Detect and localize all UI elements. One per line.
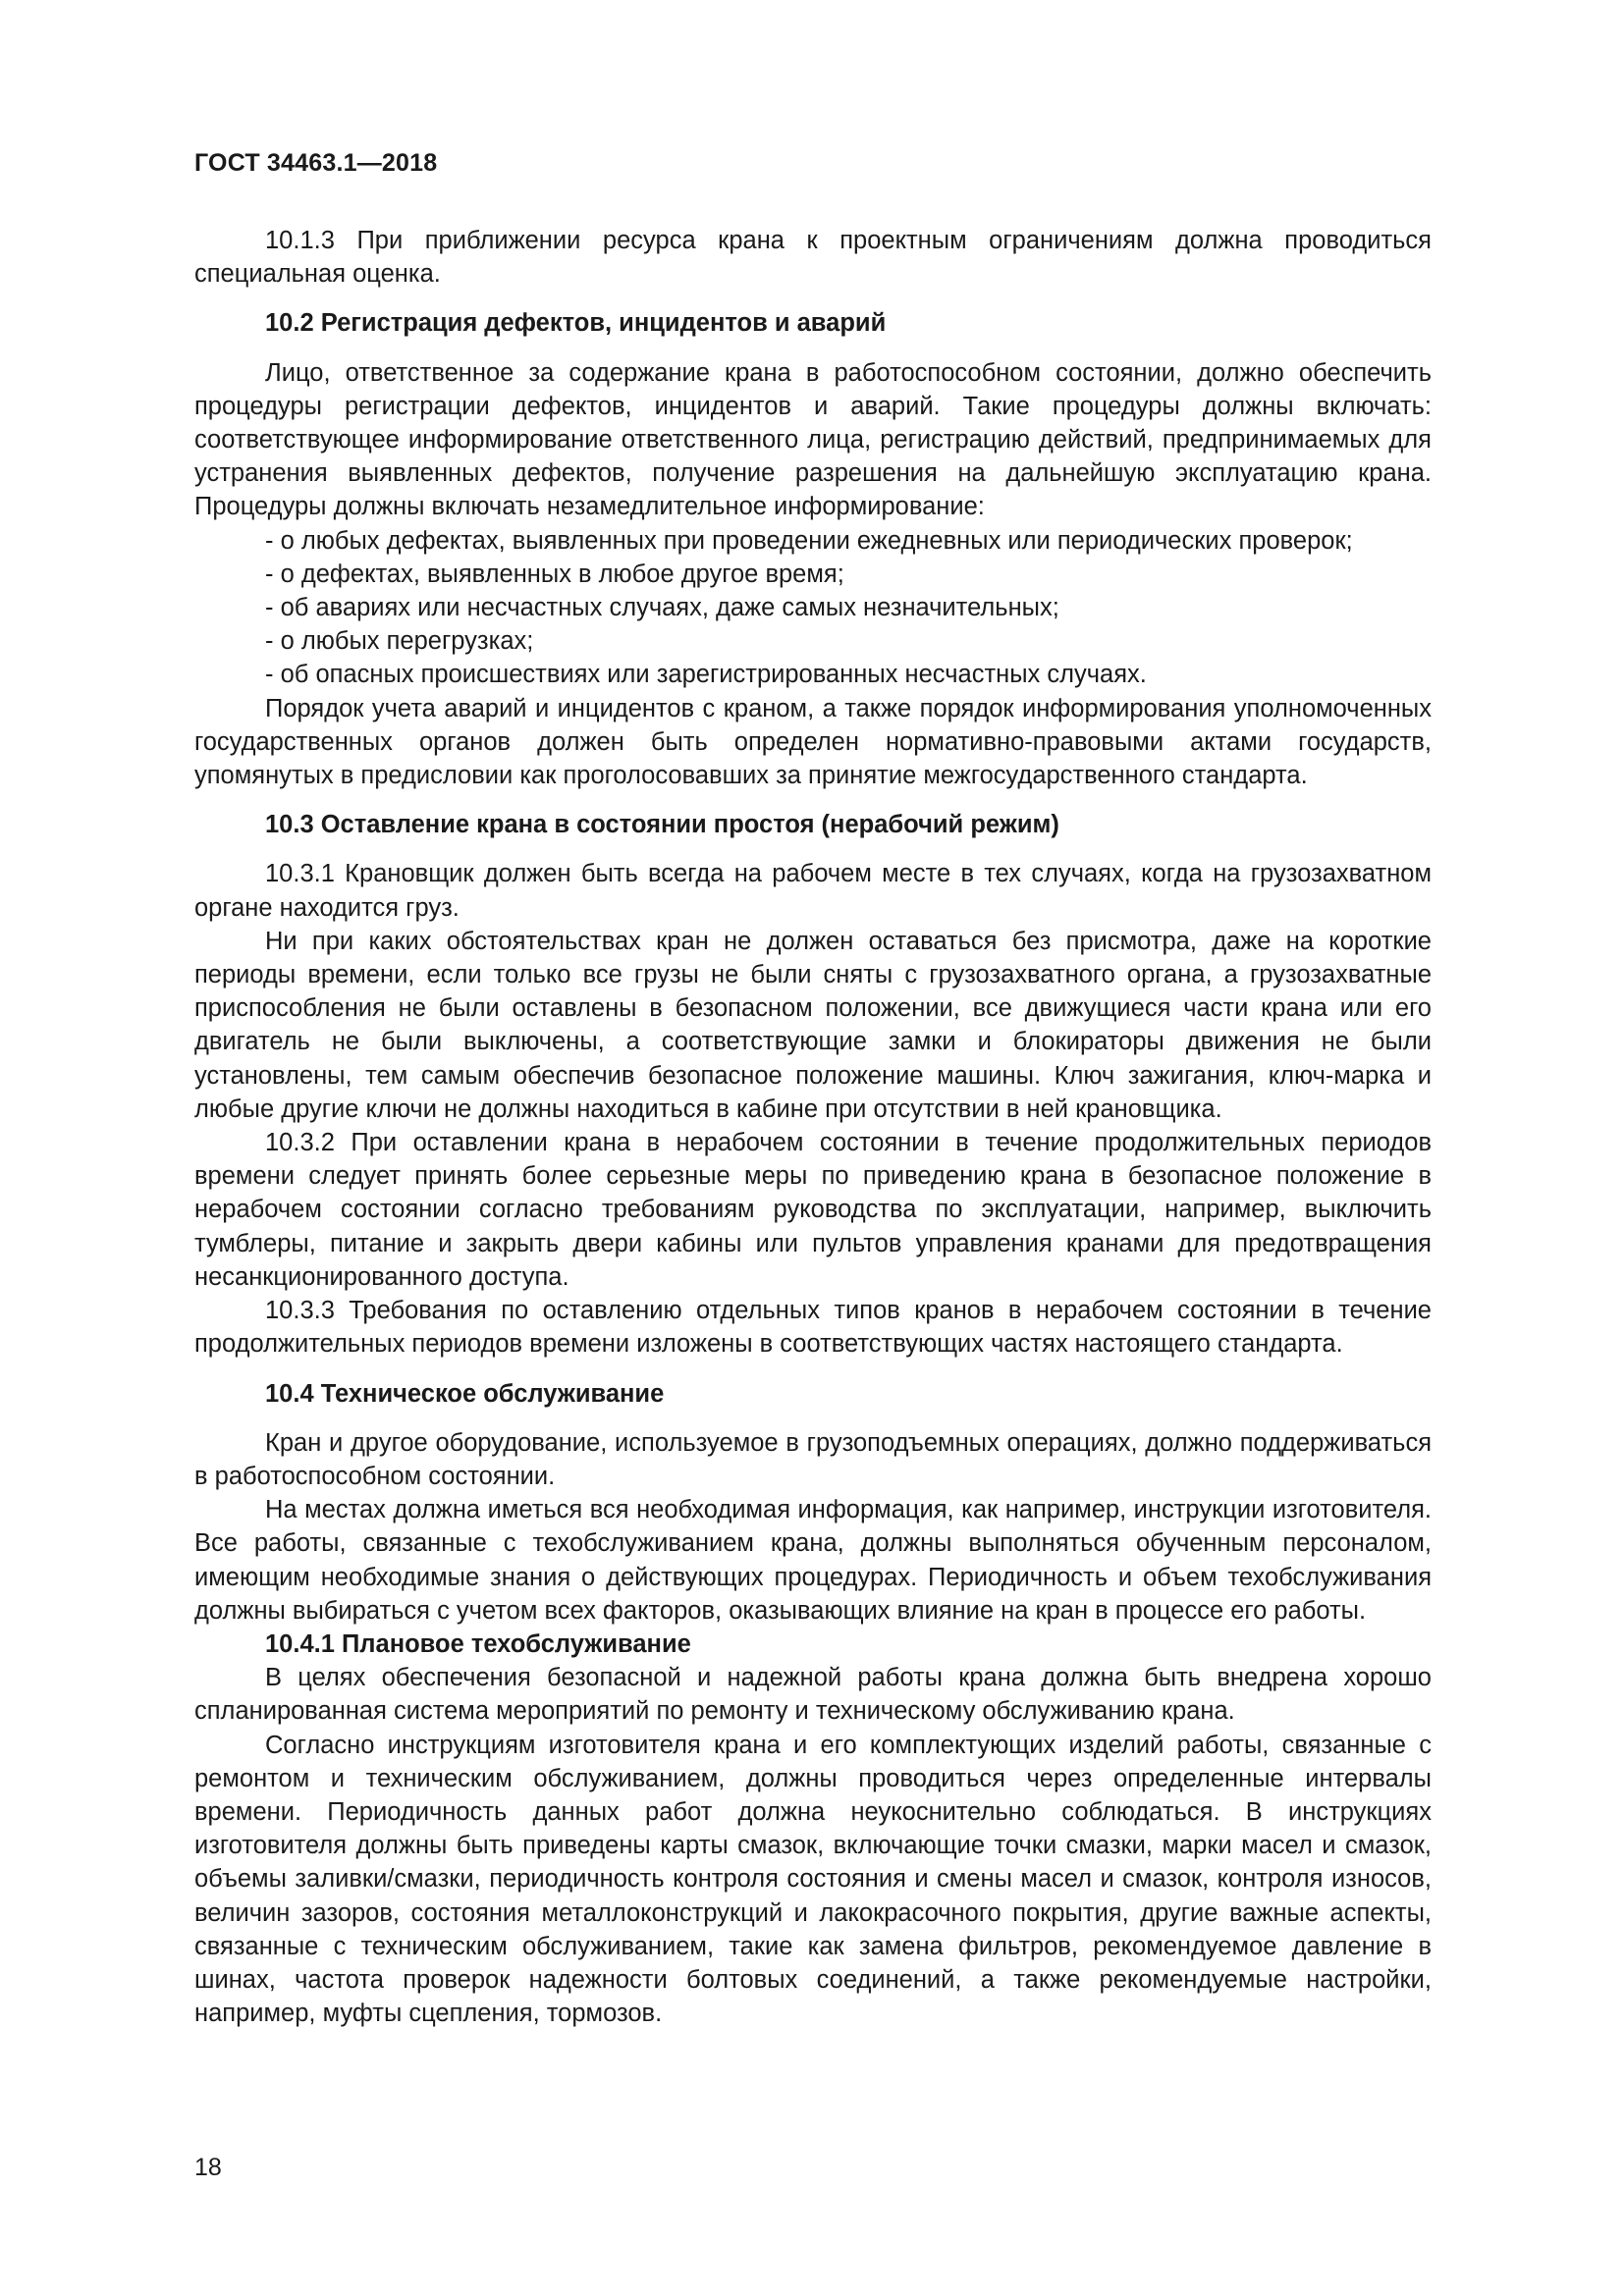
- paragraph-10-3-1: 10.3.1 Крановщик должен быть всегда на рабочем месте в тех случаях, когда на грузозахватном органе находится груз.: [194, 860, 1432, 922]
- paragraph-10-3-2: 10.3.2 При оставлении крана в нерабочем состоянии в течение продолжительных периодов времени следует принять более серьезные меры по приведению крана в безопасное положение в нерабочем состоянии согласно требованиям руководства по эксплуатации, например, выключить тумблеры, питание и закрыть двери кабины или пультов управления кранами для предотвращения несанкционированного доступа.: [194, 1129, 1432, 1291]
- section-heading-10-4: 10.4 Техническое обслуживание: [265, 1379, 665, 1408]
- paragraph-10-2-intro: Лицо, ответственное за содержание крана в работоспособном состоянии, должно обеспечить процедуры регистрации дефектов, инцидентов и аварий. Такие процедуры должны включать: соответствующее информирование ответственного лица, регистрацию действий, предпринимаемых для устранения выявленных дефектов, получение разрешения на дальнейшую эксплуатацию крана. Процедуры должны включать незамедлительное информирование:: [194, 358, 1432, 521]
- paragraph-10-1-3: 10.1.3 При приближении ресурса крана к проектным ограничениям должна проводиться специальная оценка.: [194, 227, 1432, 289]
- document-header: ГОСТ 34463.1—2018: [194, 149, 438, 177]
- list-item: - о дефектах, выявленных в любое другое время;: [265, 560, 844, 588]
- paragraph-10-4-intro: Кран и другое оборудование, используемое в грузоподъемных операциях, должно поддерживаться в работоспособном состоянии.: [194, 1428, 1432, 1490]
- paragraph-10-3-3: 10.3.3 Требования по оставлению отдельных типов кранов в нерабочем состоянии в течение продолжительных периодов времени изложены в соответствующих частях настоящего стандарта.: [194, 1297, 1432, 1359]
- list-item: - о любых перегрузках;: [265, 627, 534, 656]
- paragraph-10-4-1-intro: В целях обеспечения безопасной и надежной работы крана должна быть внедрена хорошо спланированная система мероприятий по ремонту и техническому обслуживанию крана.: [194, 1664, 1432, 1726]
- paragraph-10-4-info: На местах должна иметься вся необходимая информация, как например, инструкции изготовителя. Все работы, связанные с техобслуживанием крана, должны выполняться обученным персоналом, имеющим необходимые знания о действующих процедурах. Периодичность и объем техобслуживания должны выбираться с учетом всех факторов, оказывающих влияние на кран в процессе его работы.: [194, 1496, 1432, 1625]
- paragraph-10-3-1-detail: Ни при каких обстоятельствах кран не должен оставаться без присмотра, даже на короткие периоды времени, если только все грузы не были сняты с грузозахватного органа, а грузозахватные приспособления не были оставлены в безопасном положении, все движущиеся части крана или его двигатель не были выключены, а соответствующие замки и блокираторы движения не были установлены, тем самым обеспечив безопасное положение машины. Ключ зажигания, ключ-марка и любые другие ключи не должны находиться в кабине при отсутствии в ней крановщика.: [194, 927, 1432, 1123]
- section-heading-10-2: 10.2 Регистрация дефектов, инцидентов и аварий: [265, 309, 887, 338]
- paragraph-10-2-order: Порядок учета аварий и инцидентов с краном, а также порядок информирования уполномоченных государственных органов должен быть определен нормативно-правовыми актами государств, упомянутых в предисловии как проголосовавших за принятие межгосударственного стандарта.: [194, 694, 1432, 790]
- list-10-2: [194, 524, 1432, 692]
- list-item: - об авариях или несчастных случаях, даже самых незначительных;: [265, 594, 1059, 622]
- list-item: - об опасных происшествиях или зарегистрированных несчастных случаях.: [265, 661, 1147, 689]
- section-heading-10-3: 10.3 Оставление крана в состоянии простоя (нерабочий режим): [265, 811, 1059, 839]
- paragraph-10-4-1-detail: Согласно инструкциям изготовителя крана и его комплектующих изделий работы, связанные с ремонтом и техническим обслуживанием, должны проводиться через определенные интервалы времени. Периодичность данных работ должна неукоснительно соблюдаться. В инструкциях изготовителя должны быть приведены карты смазок, включающие точки смазки, марки масел и смазок, объемы заливки/смазки, периодичность контроля состояния и смены масел и смазок, контроля износов, величин зазоров, состояния металлоконструкций и лакокрасочного покрытия, другие важные аспекты, связанные с техническим обслуживанием, такие как замена фильтров, рекомендуемое давление в шинах, частота проверок надежности болтовых соединений, а также рекомендуемые настройки, например, муфты сцепления, тормозов.: [194, 1731, 1432, 2028]
- subsection-heading-10-4-1: 10.4.1 Плановое техобслуживание: [265, 1629, 691, 1658]
- page-number: 18: [194, 2154, 222, 2181]
- document-body: [194, 224, 1432, 2030]
- list-item: - о любых дефектах, выявленных при проведении ежедневных или периодических проверок;: [265, 526, 1353, 555]
